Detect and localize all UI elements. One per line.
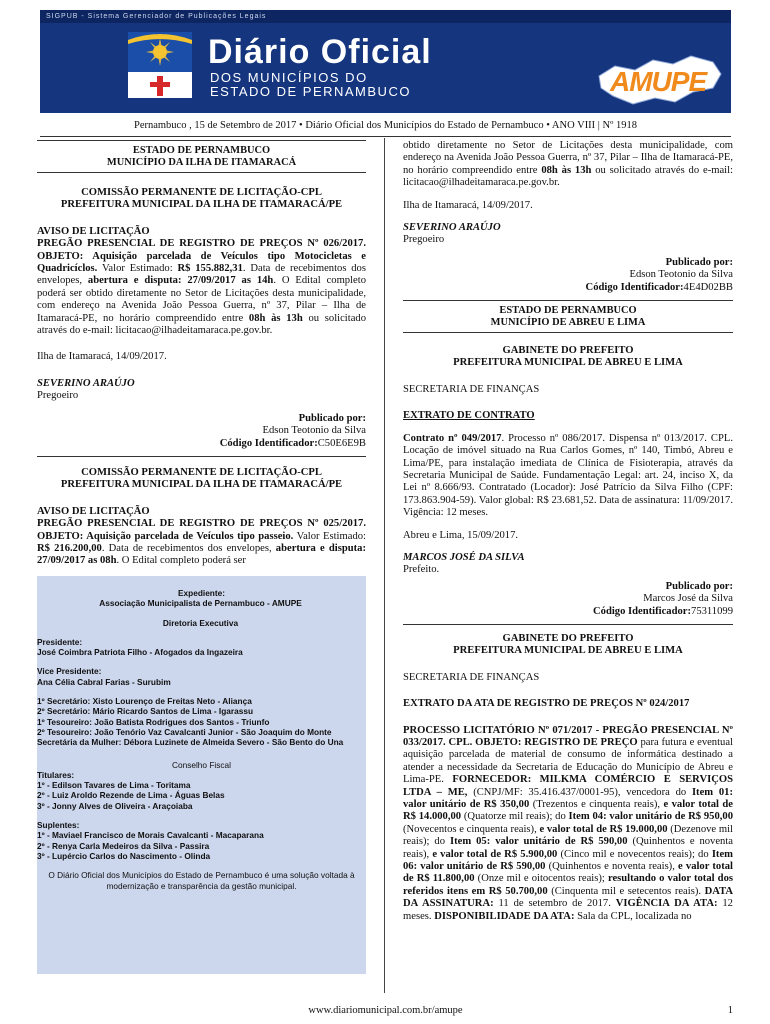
- expediente-org: Associação Municipalista de Pernambuco - AMUPE: [99, 598, 302, 609]
- president-name: José Coimbra Patriota Filho - Afogados da Ingazeira: [37, 647, 243, 658]
- officer-item: 1º Tesoureiro: João Batista Rodrigues dos Santos - Triunfo: [37, 716, 270, 727]
- separator: [403, 624, 733, 625]
- valor-estimado: R$ 216.200,00: [37, 542, 102, 554]
- body-text: para futura e eventual aquisição parcelada de material de consumo de informática destinado a atender a necessidade da Secretaria de Educação do Município de Abreu e Lima-PE.: [403, 737, 733, 786]
- column-divider: [384, 138, 385, 993]
- published-by-label: Publicado por:: [665, 580, 733, 592]
- item-value: e valor total de R$ 11.800,00: [403, 861, 733, 885]
- suplentes-block: [37, 820, 366, 861]
- officer-item: 2º Secretário: Mário Ricardo Santos de Lima - Igarassu: [37, 706, 254, 717]
- notice-body: [37, 238, 366, 337]
- pregao-number: PREGÃO PRESENCIAL DE REGISTRO DE PREÇOS Nº 026/2017.: [37, 238, 366, 250]
- place-date: Ilha de Itamaracá, 14/09/2017.: [403, 199, 533, 211]
- body-text: 11 de setembro de 2017.: [493, 898, 616, 910]
- pernambuco-flag-icon: [128, 32, 192, 98]
- officer-item: 1º Secretário: Xisto Lourenço de Freitas Neto - Aliança: [37, 696, 252, 707]
- expediente-footnote: O Diário Oficial dos Municípios do Estado de Pernambuco é uma solução voltada à modernização e transparência da gestão municipal.: [48, 870, 355, 891]
- body-text: (Novecentos e cinquenta reais),: [403, 823, 540, 835]
- separator: [37, 456, 366, 457]
- body-text: (Quinhentos e noventa reais),: [545, 861, 679, 873]
- suplentes-label: Suplentes:: [37, 820, 80, 831]
- code-value: 75311099: [691, 605, 733, 617]
- commission-line-1: COMISSÃO PERMANENTE DE LICITAÇÃO-CPL: [81, 466, 322, 478]
- continued-body: [403, 140, 733, 190]
- commission-heading: [37, 187, 366, 212]
- titulares-block: [37, 770, 366, 811]
- code-label: Código Identificador:: [593, 605, 692, 617]
- titular-item: 2º - Luiz Aroldo Rezende de Lima - Águas Belas: [37, 790, 225, 801]
- signer-role: Pregoeiro: [37, 390, 79, 402]
- code-value: C50E6E9B: [317, 437, 366, 449]
- valor-estimado: R$ 155.882,31: [177, 263, 243, 275]
- titular-item: 3º - Jonny Alves de Oliveira - Araçoiaba: [37, 800, 193, 811]
- process-heading: PROCESSO LICITATÓRIO Nº 071/2017 - PREGÃO PRESENCIAL Nº 033/2017. CPL. OBJETO: REGISTRO DE PREÇO: [403, 724, 733, 748]
- office-line-1: GABINETE DO PREFEITO: [502, 632, 634, 644]
- fiscal-title: Conselho Fiscal: [171, 759, 232, 770]
- office-line-1: GABINETE DO PREFEITO: [502, 345, 634, 357]
- municipality-line: MUNICÍPIO DA ILHA DE ITAMARACÁ: [106, 157, 297, 168]
- total-value: resultando o valor total dos referidos itens em R$ 50.700,00: [403, 873, 733, 897]
- body-text: . Data de recebimentos dos envelopes,: [37, 263, 366, 287]
- ata-heading: EXTRATO DA ATA DE REGISTRO DE PREÇOS Nº 024/2017: [403, 698, 690, 710]
- body-text: ou solicitado através do e-mail: licitacao@ilhadeitamaraca.pe.gov.br.: [37, 312, 366, 337]
- objeto-label: OBJETO: [37, 530, 80, 542]
- expediente-box: [37, 576, 366, 974]
- suplente-item: 1º - Maviael Francisco de Morais Cavalcanti - Macaparana: [37, 830, 264, 841]
- vice-block: [37, 666, 366, 687]
- right-column: [403, 140, 733, 923]
- page-number: 1: [727, 1005, 733, 1016]
- validity-label: VIGÊNCIA DA ATA:: [615, 898, 718, 910]
- contract-heading: EXTRATO DE CONTRATO: [403, 410, 535, 422]
- vice-label: Vice Presidente:: [37, 666, 102, 677]
- dateline: Pernambuco , 15 de Setembro de 2017 • Diário Oficial dos Municípios do Estado de Pernambuco • ANO VIII | Nº 1918: [133, 120, 637, 131]
- commission-line-2: PREFEITURA MUNICIPAL DA ILHA DE ITAMARACÁ/PE: [60, 199, 343, 211]
- body-text: (Quatorze mil reais); do: [461, 811, 569, 823]
- state-line: ESTADO DE PERNAMBUCO: [132, 145, 271, 156]
- signer-name: MARCOS JOSÉ DA SILVA: [403, 551, 525, 563]
- code-value: 4E4D02BB: [683, 281, 733, 293]
- contract-number: Contrato nº 049/2017: [403, 432, 502, 444]
- state-box-itamaraca: [37, 140, 366, 173]
- hours: 08h às 13h: [541, 164, 592, 176]
- office-heading: [403, 633, 733, 658]
- titulares-label: Titulares:: [37, 769, 75, 780]
- identifier-code: [403, 606, 733, 618]
- signer-role: Pregoeiro: [403, 234, 445, 246]
- opening-date: abertura e disputa: 27/09/2017 as 14h: [87, 275, 274, 287]
- valor-label: Valor Estimado:: [97, 263, 178, 275]
- objeto-text: : Aquisição parcelada de Veículos tipo Motocicletas e Quadricíclos.: [37, 250, 366, 275]
- contract-body: [403, 433, 733, 520]
- body-text: . O Edital completo poderá ser obtido diretamente no Setor de Licitações desta municipalidade, com endereço na Avenida João Pessoa Guerra, nº 37, Pilar – Ilha de Itamaracá-PE, no horário compreendido entre: [37, 275, 366, 324]
- signer-name: SEVERINO ARAÚJO: [403, 222, 501, 234]
- left-column: [37, 140, 366, 568]
- body-text: (Cinquenta mil e setecentos reais).: [547, 885, 705, 897]
- item-value: e valor total de R$ 14.000,00: [403, 799, 734, 823]
- commission-line-2: PREFEITURA MUNICIPAL DA ILHA DE ITAMARACÁ/PE: [60, 479, 343, 491]
- amupe-logo: AMUPE: [610, 66, 707, 97]
- identifier-code: [403, 282, 733, 294]
- office-heading: [403, 345, 733, 370]
- header-banner: [40, 10, 731, 113]
- gazette-subtitle-2: ESTADO DE PERNAMBUCO: [210, 84, 411, 99]
- item-value: Item 01: valor unitário de R$ 350,00: [403, 786, 734, 811]
- item-value: Item 05: valor unitário de R$ 590,00: [449, 836, 628, 848]
- body-text: Sala da CPL, localizada no: [574, 910, 692, 922]
- hours: 08h às 13h: [248, 312, 303, 324]
- item-value: e valor total de R$ 5.900,00: [432, 848, 558, 860]
- officer-item: Secretária da Mulher: Débora Luzinete de Almeida Severo - São Bento do Una: [37, 737, 344, 748]
- titular-item: 1º - Edilson Tavares de Lima - Toritama: [37, 780, 191, 791]
- place-date: Ilha de Itamaracá, 14/09/2017.: [37, 351, 167, 363]
- published-by-name: Edson Teotonio da Silva: [262, 425, 366, 437]
- notice-body: [37, 518, 366, 568]
- state-line: ESTADO DE PERNAMBUCO: [499, 305, 637, 317]
- system-line: SIGPUB - Sistema Gerenciador de Publicações Legais: [40, 10, 731, 23]
- office-line-2: PREFEITURA MUNICIPAL DE ABREU E LIMA: [453, 357, 683, 369]
- body-text: . Processo nº 086/2017. Dispensa nº 013/2017. CPL. Locação de imóvel situado na Rua Carlos Gomes, nº 140, Timbó, Abreu e Lima/PE, para instalação imediata de Clínica de Fisioterapia, através da Secretaria Municipal de Saúde. Fundamentação Legal: art. 24, inciso X, da Lei nº 8.666/93. Contratado (Locador): José Patrício da Silva Filho (CPF: 173.863.904-59). Valor global: R$ 23.681,52. Data de assinatura: 11/09/2017. Vigência: 12 meses.: [403, 432, 733, 519]
- opening-date: abertura e disputa: 27/09/2017 as 08h: [37, 542, 366, 567]
- suplente-item: 3º - Lupércio Carlos do Nascimento - Olinda: [37, 850, 211, 861]
- item-value: Item 04: valor unitário de R$ 950,00: [568, 811, 733, 823]
- municipality-line: MUNICÍPIO DE ABREU E LIMA: [490, 317, 646, 329]
- secretaria: SECRETARIA DE FINANÇAS: [403, 671, 540, 683]
- secretaria: SECRETARIA DE FINANÇAS: [403, 383, 540, 395]
- objeto-label: OBJETO: [37, 250, 80, 262]
- body-text: obtido diretamente no Setor de Licitações desta municipalidade, com endereço na Avenida João Pessoa Guerra, nº 37, Pilar – Ilha de Itamaracá-PE, no horário compreendido entre: [403, 140, 733, 176]
- notice-heading: AVISO DE LICITAÇÃO: [37, 225, 150, 237]
- body-text: ou solicitado através do e-mail: licitacao@ilhadeitamaraca.pe.gov.br.: [403, 164, 733, 189]
- signer-name: SEVERINO ARAÚJO: [37, 377, 135, 389]
- body-text: (Dezenove mil reais); do: [403, 823, 733, 848]
- body-text: (CNPJ/MF: 35.416.437/0001-95), vencedora do: [467, 786, 692, 798]
- item-value: e valor total de R$ 19.000,00: [539, 823, 668, 835]
- commission-heading: [37, 467, 366, 492]
- valor-label: Valor Estimado:: [293, 530, 366, 542]
- gazette-title: Diário Oficial: [208, 33, 432, 71]
- published-by-name: Edson Teotonio da Silva: [629, 269, 733, 281]
- officers-list: [37, 696, 366, 747]
- notice-heading: AVISO DE LICITAÇÃO: [37, 505, 150, 517]
- footer-url[interactable]: www.diariomunicipal.com.br/amupe: [308, 1005, 463, 1016]
- body-text: (Cinco mil e novecentos reais); do: [557, 848, 712, 860]
- objeto-text: : Aquisição parcelada de Veículos tipo passeio.: [79, 530, 294, 542]
- officer-item: 2º Tesoureiro: João Tenório Vaz Cavalcanti Junior - São Joaquim do Monte: [37, 726, 332, 737]
- code-label: Código Identificador:: [219, 437, 318, 449]
- state-box-abreu-e-lima: [403, 300, 733, 333]
- president-block: [37, 637, 366, 658]
- place-date: Abreu e Lima, 15/09/2017.: [403, 529, 519, 541]
- suplente-item: 2º - Renya Carla Medeiros da Silva - Passira: [37, 840, 210, 851]
- body-text: (Trezentos e cinquenta reais),: [529, 799, 664, 811]
- signature-date-label: DATA DA ASSINATURA:: [403, 885, 734, 910]
- body-text: 12 meses.: [403, 898, 733, 922]
- supplier: FORNECEDOR: MILKMA COMÉRCIO E SERVIÇOS LTDA – ME,: [403, 774, 733, 798]
- published-by-name: Marcos José da Silva: [643, 593, 733, 605]
- item-value: Item 06: valor unitário de R$ 590,00: [403, 848, 733, 873]
- pregao-number: PREGÃO PRESENCIAL DE REGISTRO DE PREÇOS Nº 025/2017.: [37, 518, 366, 530]
- office-line-2: PREFEITURA MUNICIPAL DE ABREU E LIMA: [453, 645, 683, 657]
- president-label: Presidente:: [37, 636, 83, 647]
- body-text: (Quinhentos e noventa reais),: [403, 836, 734, 860]
- body-text: . O Edital completo poderá ser: [116, 555, 246, 567]
- signer-role: Prefeito.: [403, 564, 440, 576]
- board-title: Diretoria Executiva: [162, 617, 239, 628]
- body-text: (Onze mil e oitocentos reais);: [474, 873, 608, 885]
- published-by-label: Publicado por:: [298, 412, 366, 424]
- ata-body: [403, 725, 733, 924]
- gazette-subtitle-1: DOS MUNICÍPIOS DO: [210, 70, 368, 85]
- availability-label: DISPONIBILIDADE DA ATA:: [434, 910, 575, 922]
- vice-name: Ana Célia Cabral Farias - Surubim: [37, 676, 171, 687]
- header-rule: [40, 136, 731, 137]
- expediente-title: Expediente:: [177, 588, 226, 598]
- identifier-code: [37, 438, 366, 450]
- commission-line-1: COMISSÃO PERMANENTE DE LICITAÇÃO-CPL: [81, 187, 322, 198]
- published-by-label: Publicado por:: [665, 256, 733, 268]
- code-label: Código Identificador:: [585, 281, 684, 293]
- body-text: . Data de recebimentos dos envelopes,: [101, 542, 276, 554]
